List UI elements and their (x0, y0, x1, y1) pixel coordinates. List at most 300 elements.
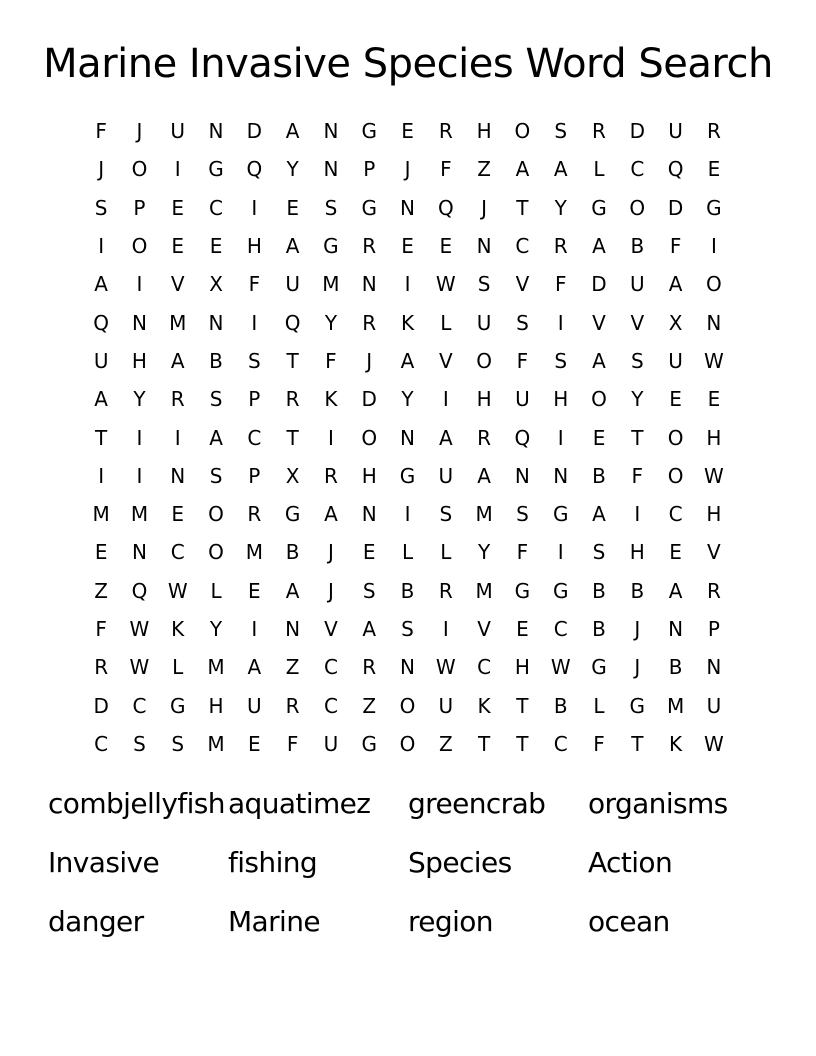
grid-letter: Q (246, 157, 263, 182)
grid-letter: J (327, 540, 334, 565)
grid-letter: X (668, 310, 683, 335)
word-list-item: fishing (228, 846, 318, 879)
grid-letter: K (400, 310, 415, 335)
grid-letter: L (593, 693, 605, 718)
grid-letter: W (704, 731, 724, 756)
grid-letter: O (667, 463, 684, 488)
grid-letter: N (706, 655, 722, 680)
grid-letter: O (208, 502, 224, 527)
grid-letter: Y (286, 157, 299, 182)
grid-letter: G (591, 195, 607, 220)
grid-letter: V (630, 310, 645, 335)
word-list-item: ocean (588, 905, 670, 938)
grid-letter: U (629, 272, 645, 297)
grid-letter: I (710, 234, 717, 259)
grid-letter: N (400, 655, 415, 680)
grid-letter: G (169, 693, 186, 718)
grid-letter: N (514, 463, 530, 488)
grid-letter: C (477, 655, 492, 680)
grid-letter: G (706, 195, 722, 220)
grid-letter: B (668, 655, 683, 680)
grid-letter: V (438, 348, 453, 373)
grid-letter: I (404, 272, 411, 297)
grid-letter: H (131, 348, 147, 373)
grid-letter: B (400, 578, 415, 603)
grid-letter: G (399, 463, 416, 488)
grid-letter: R (94, 655, 109, 680)
grid-letter: E (669, 540, 682, 565)
grid-letter: U (706, 693, 722, 718)
grid-letter: K (477, 693, 491, 718)
grid-letter: A (170, 348, 185, 373)
word-list-item: Invasive (48, 846, 160, 879)
grid-letter: R (247, 502, 262, 527)
grid-letter: T (516, 693, 529, 718)
grid-letter: W (129, 617, 150, 641)
grid-letter: M (475, 578, 493, 603)
grid-letter: O (131, 157, 148, 182)
letter-grid (82, 112, 733, 763)
grid-letter: M (475, 502, 493, 527)
grid-letter: Q (284, 310, 301, 335)
grid-letter: R (362, 234, 377, 259)
grid-letter: B (592, 578, 606, 603)
grid-letter: F (95, 119, 107, 144)
grid-letter: O (399, 731, 416, 756)
grid-letter: N (668, 617, 684, 641)
grid-letter: N (208, 310, 224, 335)
word-list-item: Marine (228, 905, 320, 938)
grid-letter: C (668, 502, 683, 527)
grid-letter: E (707, 387, 721, 412)
grid-letter: E (248, 578, 261, 603)
grid-letter: R (438, 578, 453, 603)
grid-letter: Q (131, 578, 148, 603)
grid-letter: B (630, 234, 645, 259)
grid-letter: V (324, 617, 338, 641)
grid-letter: H (246, 234, 262, 259)
grid-letter: N (323, 157, 339, 182)
grid-letter: Z (477, 157, 491, 182)
grid-letter: E (401, 119, 414, 144)
grid-letter: M (130, 502, 149, 527)
grid-letter: A (592, 348, 606, 373)
grid-letter: Z (94, 578, 108, 603)
grid-letter: E (516, 617, 529, 641)
grid-letter: S (477, 272, 491, 297)
word-list-item: region (408, 905, 493, 938)
grid-letter: A (438, 425, 453, 450)
grid-letter: E (592, 425, 606, 450)
grid-letter: Q (667, 157, 684, 182)
grid-letter: X (209, 272, 223, 297)
grid-letter: D (591, 272, 607, 297)
grid-letter: A (553, 157, 568, 182)
grid-letter: G (552, 502, 569, 527)
grid-letter: H (553, 387, 569, 412)
grid-letter: C (209, 195, 224, 220)
grid-letter: E (94, 540, 108, 565)
grid-letter: T (478, 731, 491, 756)
grid-letter: O (667, 425, 684, 450)
grid-letter: G (361, 731, 377, 756)
grid-letter: S (516, 502, 529, 527)
grid-letter: D (361, 387, 377, 412)
grid-letter: A (400, 348, 415, 373)
grid-letter: A (362, 617, 377, 641)
grid-letter: F (516, 540, 529, 565)
grid-letter: L (401, 540, 414, 565)
grid-letter: I (136, 425, 143, 450)
grid-letter: D (93, 693, 109, 718)
grid-letter: H (476, 387, 492, 412)
grid-letter: W (435, 655, 456, 680)
grid-letter: F (516, 348, 529, 373)
grid-letter: D (246, 119, 263, 144)
grid-letter: Z (438, 731, 453, 756)
grid-letter: V (592, 310, 606, 335)
grid-letter: S (171, 731, 185, 756)
grid-letter: F (325, 348, 337, 373)
grid-letter: M (322, 272, 340, 297)
grid-letter: R (706, 578, 721, 603)
word-list-item: Action (588, 846, 673, 879)
grid-letter: H (361, 463, 377, 488)
grid-letter: G (284, 502, 301, 527)
grid-letter: B (285, 540, 300, 565)
grid-letter: W (435, 272, 456, 297)
grid-letter: T (516, 195, 529, 220)
grid-letter: V (477, 617, 491, 641)
grid-letter: R (170, 387, 185, 412)
grid-letter: Q (437, 195, 454, 220)
grid-letter: I (136, 463, 143, 488)
grid-letter: E (707, 157, 721, 182)
grid-letter: N (476, 234, 492, 259)
grid-letter: S (209, 463, 223, 488)
grid-letter: E (286, 195, 299, 220)
grid-letter: W (704, 463, 724, 488)
grid-letter: F (286, 731, 299, 756)
grid-letter: V (707, 540, 721, 565)
grid-letter: B (630, 578, 645, 603)
grid-letter: N (131, 310, 147, 335)
grid-letter: H (706, 425, 722, 450)
grid-letter: F (669, 234, 682, 259)
grid-letter: L (172, 655, 184, 680)
grid-letter: W (129, 655, 150, 680)
grid-letter: C (323, 655, 338, 680)
grid-letter: P (248, 387, 261, 412)
grid-letter: S (133, 731, 146, 756)
grid-letter: J (634, 617, 641, 641)
grid-letter: G (208, 157, 224, 182)
grid-letter: Q (514, 425, 531, 450)
grid-letter: Y (324, 310, 338, 335)
word-list-item: aquatimez (228, 787, 371, 820)
grid-letter: S (247, 348, 261, 373)
grid-letter: S (516, 310, 529, 335)
grid-letter: K (669, 731, 683, 756)
grid-letter: N (400, 425, 415, 450)
grid-letter: M (169, 310, 187, 335)
grid-letter: N (323, 119, 339, 144)
grid-letter: S (554, 348, 568, 373)
grid-letter: T (631, 731, 644, 756)
grid-letter: U (323, 731, 339, 756)
grid-letter: W (704, 348, 724, 373)
grid-letter: V (170, 272, 185, 297)
grid-letter: R (477, 425, 492, 450)
grid-letter: I (557, 540, 564, 565)
grid-letter: T (95, 425, 108, 450)
grid-letter: E (248, 731, 261, 756)
grid-letter: R (285, 387, 300, 412)
grid-letter: L (210, 578, 222, 603)
grid-letter: B (209, 348, 223, 373)
grid-letter: F (593, 731, 605, 756)
grid-letter: R (285, 693, 300, 718)
grid-letter: I (327, 425, 334, 450)
grid-letter: I (174, 157, 181, 182)
grid-letter: S (554, 119, 568, 144)
grid-letter: F (440, 157, 452, 182)
grid-letter: V (515, 272, 530, 297)
grid-letter: J (136, 119, 143, 144)
grid-letter: E (209, 234, 223, 259)
grid-letter: O (131, 234, 148, 259)
grid-letter: E (362, 540, 376, 565)
grid-letter: R (592, 119, 606, 144)
grid-letter: C (132, 693, 147, 718)
grid-letter: Z (285, 655, 300, 680)
grid-letter: G (323, 234, 339, 259)
grid-letter: I (442, 617, 449, 641)
grid-letter: S (630, 348, 644, 373)
grid-letter: B (592, 463, 606, 488)
grid-letter: I (557, 425, 564, 450)
word-list-item: Species (408, 846, 512, 879)
grid-letter: A (94, 272, 108, 297)
grid-letter: Z (362, 693, 377, 718)
grid-letter: M (666, 693, 685, 718)
grid-letter: L (440, 540, 452, 565)
grid-letter: T (286, 348, 299, 373)
grid-letter: T (516, 731, 529, 756)
grid-letter: C (630, 157, 645, 182)
grid-letter: O (514, 119, 531, 144)
grid-letter: D (667, 195, 684, 220)
grid-letter: T (631, 425, 644, 450)
grid-letter: C (515, 234, 530, 259)
grid-letter: R (362, 655, 377, 680)
grid-letter: D (629, 119, 645, 144)
grid-letter: F (631, 463, 644, 488)
grid-letter: G (591, 655, 607, 680)
grid-letter: C (553, 731, 568, 756)
grid-letter: R (706, 119, 721, 144)
grid-letter: G (552, 578, 569, 603)
grid-letter: U (93, 348, 109, 373)
grid-letter: O (706, 272, 722, 297)
grid-letter: U (476, 310, 492, 335)
grid-letter: A (247, 655, 262, 680)
grid-letter: Q (93, 310, 110, 335)
grid-letter: C (553, 617, 568, 641)
grid-letter: O (208, 540, 224, 565)
grid-letter: E (171, 502, 185, 527)
grid-letter: H (706, 502, 722, 527)
grid-letter: B (592, 617, 606, 641)
grid-letter: H (208, 693, 224, 718)
grid-letter: P (363, 157, 376, 182)
grid-letter: A (94, 387, 108, 412)
grid-letter: I (634, 502, 641, 527)
grid-letter: I (404, 502, 411, 527)
grid-letter: S (324, 195, 338, 220)
grid-letter: P (248, 463, 261, 488)
grid-letter: J (404, 157, 411, 182)
grid-letter: U (668, 119, 683, 144)
grid-letter: O (361, 425, 378, 450)
grid-letter: R (438, 119, 453, 144)
grid-letter: U (438, 463, 454, 488)
grid-letter: I (251, 310, 258, 335)
grid-letter: J (634, 655, 641, 680)
grid-letter: M (207, 655, 225, 680)
word-list-item: combjellyfish (48, 787, 225, 820)
grid-letter: F (95, 617, 107, 641)
grid-letter: S (362, 578, 376, 603)
grid-letter: A (285, 234, 300, 259)
grid-letter: N (131, 540, 147, 565)
grid-letter: J (366, 348, 373, 373)
grid-letter: P (707, 617, 720, 641)
grid-letter: C (94, 731, 109, 756)
grid-letter: Y (133, 387, 146, 412)
grid-letter: J (481, 195, 488, 220)
grid-letter: S (439, 502, 453, 527)
grid-letter: U (668, 348, 683, 373)
grid-letter: Y (209, 617, 223, 641)
grid-letter: P (133, 195, 146, 220)
word-list-item: organisms (588, 787, 728, 820)
grid-letter: F (248, 272, 261, 297)
grid-letter: G (629, 693, 646, 718)
word-list-item: greencrab (408, 787, 546, 820)
grid-letter: X (285, 463, 300, 488)
grid-letter: H (514, 655, 530, 680)
grid-letter: U (247, 693, 262, 718)
grid-letter: M (245, 540, 263, 565)
grid-letter: N (208, 119, 224, 144)
grid-letter: J (98, 157, 105, 182)
grid-letter: U (515, 387, 530, 412)
grid-letter: E (171, 234, 185, 259)
grid-letter: A (285, 578, 300, 603)
grid-letter: U (438, 693, 454, 718)
grid-letter: T (286, 425, 299, 450)
grid-letter: A (668, 272, 683, 297)
grid-letter: G (361, 195, 377, 220)
grid-letter: L (593, 157, 605, 182)
grid-letter: N (361, 272, 377, 297)
grid-letter: I (251, 195, 258, 220)
grid-letter: O (399, 693, 416, 718)
grid-letter: C (247, 425, 262, 450)
grid-letter: B (553, 693, 568, 718)
grid-letter: C (170, 540, 185, 565)
grid-letter: I (557, 310, 564, 335)
grid-letter: N (285, 617, 301, 641)
page-title: Marine Invasive Species Word Search (43, 41, 773, 87)
grid-letter: F (554, 272, 567, 297)
grid-letter: O (629, 195, 646, 220)
grid-letter: A (592, 502, 606, 527)
grid-letter: A (592, 234, 606, 259)
grid-letter: N (553, 463, 569, 488)
grid-letter: Y (631, 387, 644, 412)
grid-letter: A (668, 578, 683, 603)
grid-letter: E (171, 195, 185, 220)
grid-letter: N (706, 310, 722, 335)
grid-letter: A (324, 502, 338, 527)
grid-letter: I (98, 463, 105, 488)
grid-letter: Y (554, 195, 567, 220)
word-list (48, 776, 768, 953)
grid-letter: H (476, 119, 492, 144)
grid-letter: R (553, 234, 568, 259)
grid-letter: E (669, 387, 682, 412)
grid-letter: I (136, 272, 143, 297)
grid-letter: M (92, 502, 110, 527)
grid-letter: O (591, 387, 607, 412)
grid-letter: U (285, 272, 300, 297)
grid-letter: W (167, 578, 188, 603)
grid-letter: G (361, 119, 377, 144)
grid-letter: S (592, 540, 606, 565)
grid-letter: A (515, 157, 530, 182)
grid-letter: O (476, 348, 492, 373)
word-list-item: danger (48, 905, 144, 938)
grid-letter: M (207, 731, 225, 756)
grid-letter: I (174, 425, 181, 450)
grid-letter: A (209, 425, 223, 450)
grid-letter: I (251, 617, 258, 641)
grid-letter: I (98, 234, 105, 259)
grid-letter: I (442, 387, 449, 412)
grid-letter: A (285, 119, 300, 144)
grid-letter: K (324, 387, 338, 412)
grid-letter: R (323, 463, 338, 488)
grid-letter: Y (478, 540, 491, 565)
grid-letter: E (439, 234, 453, 259)
grid-letter: S (401, 617, 414, 641)
grid-letter: K (171, 617, 185, 641)
grid-letter: C (323, 693, 338, 718)
grid-letter: N (400, 195, 415, 220)
grid-letter: J (327, 578, 334, 603)
grid-letter: A (477, 463, 491, 488)
grid-letter: N (170, 463, 186, 488)
grid-letter: W (550, 655, 571, 680)
grid-letter: H (629, 540, 645, 565)
grid-letter: G (514, 578, 531, 603)
grid-letter: L (440, 310, 452, 335)
grid-letter: U (170, 119, 186, 144)
grid-letter: Y (401, 387, 414, 412)
grid-letter: S (94, 195, 108, 220)
